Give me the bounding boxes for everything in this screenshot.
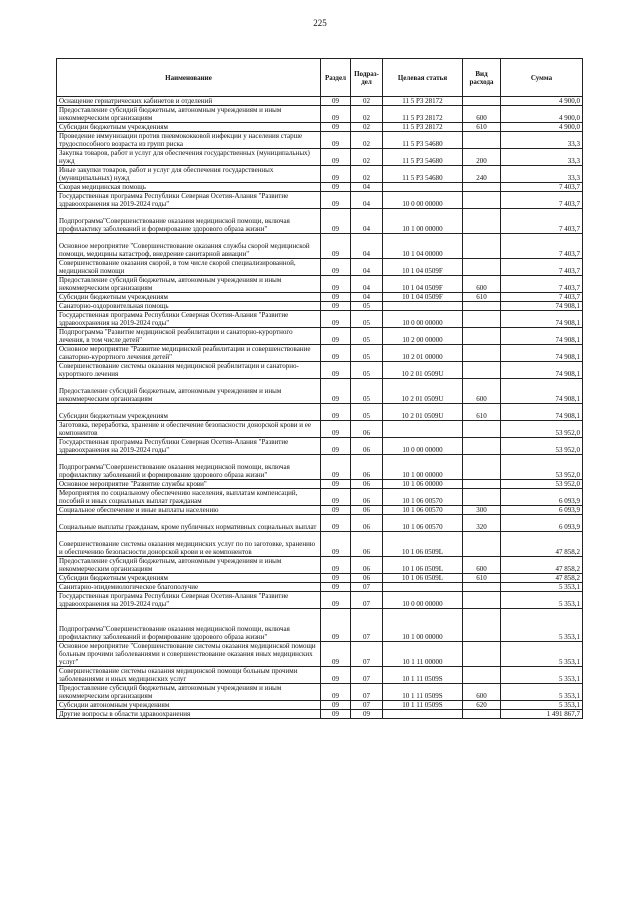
cell-sum: 5 353,1 <box>501 642 583 667</box>
cell-target-article <box>383 302 463 311</box>
table-row <box>57 515 583 532</box>
cell-expense-type: 600 <box>463 106 501 123</box>
header-target-article: Целевая статья <box>383 59 463 97</box>
cell-subsection: 07 <box>351 701 383 710</box>
cell-expense-type: 600 <box>463 276 501 293</box>
cell-subsection: 04 <box>351 276 383 293</box>
cell-subsection: 02 <box>351 106 383 123</box>
cell-name: Совершенствование системы оказания медицинской помощи больным прочими заболеваниями и иных медицинских услуг <box>57 667 321 684</box>
cell-section: 09 <box>321 515 351 532</box>
cell-section: 09 <box>321 455 351 480</box>
cell-target-article: 10 1 06 0509L <box>383 574 463 583</box>
cell-name: Подпрограмма"Совершенствование оказания медицинской помощи, включая профилактику заболеваний и формирование здорового образа жизни" <box>57 455 321 480</box>
table-row <box>57 455 583 480</box>
cell-sum: 6 093,9 <box>501 489 583 506</box>
cell-target-article: 10 2 01 0509U <box>383 379 463 404</box>
cell-name: Скорая медицинская помощь <box>57 183 321 192</box>
cell-expense-type <box>463 583 501 592</box>
cell-sum: 74 908,1 <box>501 404 583 421</box>
cell-subsection: 06 <box>351 532 383 557</box>
cell-expense-type <box>463 421 501 438</box>
cell-target-article <box>383 183 463 192</box>
cell-sum: 53 952,0 <box>501 421 583 438</box>
cell-sum: 74 908,1 <box>501 328 583 345</box>
cell-expense-type: 610 <box>463 574 501 583</box>
cell-subsection: 04 <box>351 209 383 234</box>
table-row <box>57 404 583 421</box>
cell-subsection: 04 <box>351 234 383 259</box>
cell-target-article: 11 5 Р3 54680 <box>383 149 463 166</box>
cell-subsection: 09 <box>351 710 383 719</box>
cell-subsection: 04 <box>351 259 383 276</box>
cell-section: 09 <box>321 379 351 404</box>
table-row <box>57 166 583 183</box>
cell-target-article: 10 1 11 0509S <box>383 667 463 684</box>
cell-target-article: 10 2 01 00000 <box>383 345 463 362</box>
cell-section: 09 <box>321 149 351 166</box>
cell-target-article: 10 1 04 0509F <box>383 293 463 302</box>
cell-target-article: 10 0 00 00000 <box>383 192 463 209</box>
cell-sum: 74 908,1 <box>501 362 583 379</box>
cell-sum: 1 491 867,7 <box>501 710 583 719</box>
table-row <box>57 379 583 404</box>
cell-subsection: 06 <box>351 489 383 506</box>
cell-section: 09 <box>321 362 351 379</box>
header-subsection: Подраз- дел <box>351 59 383 97</box>
cell-subsection: 06 <box>351 438 383 455</box>
cell-subsection: 04 <box>351 192 383 209</box>
cell-section: 09 <box>321 592 351 609</box>
cell-section: 09 <box>321 106 351 123</box>
cell-expense-type <box>463 183 501 192</box>
cell-name: Социальное обеспечение и иные выплаты населению <box>57 506 321 515</box>
cell-name: Государственная программа Республики Северная Осетия-Алания "Развитие здравоохранения на 2019-2024 годы" <box>57 592 321 609</box>
cell-subsection: 06 <box>351 574 383 583</box>
cell-target-article <box>383 421 463 438</box>
cell-name: Основное мероприятие "Совершенствование системы оказания медицинской помощи больным прочими заболеваниями и совершенствование оказания иных медицинских услуг" <box>57 642 321 667</box>
cell-expense-type <box>463 302 501 311</box>
cell-subsection: 06 <box>351 455 383 480</box>
cell-subsection: 06 <box>351 515 383 532</box>
cell-expense-type: 320 <box>463 515 501 532</box>
cell-target-article: 10 1 06 00000 <box>383 480 463 489</box>
cell-target-article: 11 5 Р3 54680 <box>383 132 463 149</box>
cell-name: Совершенствование системы оказания медицинских услуг по по заготовке, хранению и обеспечению безопасности донорской крови и ее компонентов <box>57 532 321 557</box>
cell-expense-type <box>463 438 501 455</box>
cell-subsection: 05 <box>351 404 383 421</box>
cell-sum: 47 858,2 <box>501 532 583 557</box>
table-row <box>57 532 583 557</box>
cell-section: 09 <box>321 345 351 362</box>
cell-name: Другие вопросы в области здравоохранения <box>57 710 321 719</box>
cell-sum: 4 900,0 <box>501 106 583 123</box>
budget-table <box>56 58 583 719</box>
cell-target-article: 10 2 00 00000 <box>383 328 463 345</box>
table-row <box>57 192 583 209</box>
cell-section: 09 <box>321 480 351 489</box>
cell-name: Подпрограмма"Совершенствование оказания медицинской помощи, включая профилактику заболеваний и формирование здорового образа жизни" <box>57 209 321 234</box>
cell-sum: 7 403,7 <box>501 276 583 293</box>
cell-name: Предоставление субсидий бюджетным, автономным учреждениям и иным некоммерческим организациям <box>57 379 321 404</box>
table-row <box>57 209 583 234</box>
cell-expense-type <box>463 328 501 345</box>
cell-name: Государственная программа Республики Северная Осетия-Алания "Развитие здравоохранения на 2019-2024 годы" <box>57 192 321 209</box>
cell-section: 09 <box>321 302 351 311</box>
table-row <box>57 276 583 293</box>
cell-target-article: 10 1 00 00000 <box>383 209 463 234</box>
cell-name: Совершенствование оказания скорой, в том числе скорой специализированной, медицинской помощи <box>57 259 321 276</box>
table-row <box>57 667 583 684</box>
cell-sum: 5 353,1 <box>501 592 583 609</box>
cell-target-article: 10 1 11 0509S <box>383 684 463 701</box>
cell-target-article: 10 1 11 00000 <box>383 642 463 667</box>
cell-sum: 33,3 <box>501 166 583 183</box>
cell-section: 09 <box>321 209 351 234</box>
cell-section: 09 <box>321 192 351 209</box>
cell-sum: 7 403,7 <box>501 293 583 302</box>
cell-subsection: 07 <box>351 642 383 667</box>
cell-subsection: 02 <box>351 123 383 132</box>
cell-section: 09 <box>321 642 351 667</box>
table-row <box>57 489 583 506</box>
cell-name: Подпрограмма "Развитие медицинской реабилитации и санаторно-курортного лечения, в том числе детей" <box>57 328 321 345</box>
cell-subsection: 02 <box>351 97 383 106</box>
cell-sum: 53 952,0 <box>501 455 583 480</box>
cell-sum: 6 093,9 <box>501 506 583 515</box>
cell-section: 09 <box>321 684 351 701</box>
cell-subsection: 07 <box>351 592 383 609</box>
cell-sum: 53 952,0 <box>501 480 583 489</box>
cell-section: 09 <box>321 293 351 302</box>
cell-target-article: 10 1 04 0509F <box>383 276 463 293</box>
page-number: 225 <box>313 18 327 28</box>
cell-section: 09 <box>321 701 351 710</box>
table-row <box>57 234 583 259</box>
cell-name: Предоставление субсидий бюджетным, автономным учреждениям и иным некоммерческим организациям <box>57 106 321 123</box>
table-row <box>57 328 583 345</box>
cell-name: Совершенствование системы оказания медицинской реабилитации и санаторно-курортного лечения <box>57 362 321 379</box>
cell-expense-type <box>463 532 501 557</box>
cell-target-article: 11 5 Р3 54680 <box>383 166 463 183</box>
cell-target-article: 10 1 06 00570 <box>383 515 463 532</box>
table-row <box>57 609 583 642</box>
cell-expense-type <box>463 362 501 379</box>
cell-expense-type: 620 <box>463 701 501 710</box>
table-row <box>57 302 583 311</box>
cell-expense-type: 200 <box>463 149 501 166</box>
cell-sum: 33,3 <box>501 149 583 166</box>
cell-section: 09 <box>321 710 351 719</box>
cell-target-article: 11 5 Р3 28172 <box>383 106 463 123</box>
cell-section: 09 <box>321 234 351 259</box>
cell-sum: 4 900,0 <box>501 123 583 132</box>
table-row <box>57 710 583 719</box>
table-row <box>57 183 583 192</box>
cell-expense-type: 610 <box>463 293 501 302</box>
cell-subsection: 05 <box>351 311 383 328</box>
cell-target-article: 10 1 11 0509S <box>383 701 463 710</box>
cell-sum: 7 403,7 <box>501 183 583 192</box>
cell-sum: 5 353,1 <box>501 667 583 684</box>
table-row <box>57 293 583 302</box>
cell-section: 09 <box>321 311 351 328</box>
cell-section: 09 <box>321 328 351 345</box>
header-name: Наименование <box>57 59 321 97</box>
table-row <box>57 684 583 701</box>
cell-name: Субсидии бюджетным учреждениям <box>57 123 321 132</box>
cell-expense-type: 600 <box>463 557 501 574</box>
cell-expense-type <box>463 592 501 609</box>
cell-target-article: 10 1 00 00000 <box>383 455 463 480</box>
cell-sum: 7 403,7 <box>501 259 583 276</box>
cell-target-article: 10 0 00 00000 <box>383 592 463 609</box>
cell-expense-type <box>463 609 501 642</box>
cell-expense-type: 610 <box>463 123 501 132</box>
cell-section: 09 <box>321 259 351 276</box>
cell-target-article: 10 2 01 0509U <box>383 362 463 379</box>
cell-subsection: 06 <box>351 480 383 489</box>
cell-target-article: 10 1 06 00570 <box>383 489 463 506</box>
cell-expense-type <box>463 97 501 106</box>
table-row <box>57 642 583 667</box>
table-row <box>57 506 583 515</box>
cell-expense-type: 240 <box>463 166 501 183</box>
cell-expense-type <box>463 192 501 209</box>
cell-subsection: 04 <box>351 293 383 302</box>
table-row <box>57 574 583 583</box>
cell-name: Субсидии бюджетным учреждениям <box>57 404 321 421</box>
cell-name: Предоставление субсидий бюджетным, автономным учреждениям и иным некоммерческим организациям <box>57 276 321 293</box>
cell-name: Субсидии бюджетным учреждениям <box>57 574 321 583</box>
cell-target-article: 10 1 04 00000 <box>383 234 463 259</box>
table-header-row <box>57 59 583 97</box>
table-row <box>57 480 583 489</box>
cell-sum: 5 353,1 <box>501 684 583 701</box>
cell-sum: 7 403,7 <box>501 192 583 209</box>
table-row <box>57 583 583 592</box>
cell-expense-type <box>463 642 501 667</box>
cell-subsection: 07 <box>351 667 383 684</box>
table-row <box>57 97 583 106</box>
cell-sum: 74 908,1 <box>501 379 583 404</box>
cell-section: 09 <box>321 97 351 106</box>
cell-name: Государственная программа Республики Северная Осетия-Алания "Развитие здравоохранения на 2019-2024 годы" <box>57 438 321 455</box>
table-row <box>57 259 583 276</box>
cell-sum: 47 858,2 <box>501 574 583 583</box>
cell-sum: 7 403,7 <box>501 209 583 234</box>
cell-section: 09 <box>321 438 351 455</box>
cell-expense-type: 300 <box>463 506 501 515</box>
cell-subsection: 05 <box>351 362 383 379</box>
cell-section: 09 <box>321 557 351 574</box>
cell-name: Проведение иммунизации против пневмококковой инфекции у населения старше трудоспособного возраста из групп риска <box>57 132 321 149</box>
cell-sum: 5 353,1 <box>501 609 583 642</box>
cell-section: 09 <box>321 166 351 183</box>
cell-name: Основное мероприятие "Развитие медицинской реабилитации и совершенствование санаторно-курортного лечения детей" <box>57 345 321 362</box>
cell-expense-type: 600 <box>463 379 501 404</box>
cell-target-article: 11 5 Р3 28172 <box>383 97 463 106</box>
cell-target-article <box>383 710 463 719</box>
cell-subsection: 05 <box>351 379 383 404</box>
cell-section: 09 <box>321 532 351 557</box>
cell-subsection: 02 <box>351 149 383 166</box>
table-row <box>57 362 583 379</box>
cell-section: 09 <box>321 574 351 583</box>
cell-target-article: 10 1 06 0509L <box>383 557 463 574</box>
cell-expense-type <box>463 489 501 506</box>
cell-sum: 33,3 <box>501 132 583 149</box>
cell-sum: 6 093,9 <box>501 515 583 532</box>
cell-section: 09 <box>321 506 351 515</box>
cell-section: 09 <box>321 667 351 684</box>
cell-sum: 74 908,1 <box>501 302 583 311</box>
cell-expense-type <box>463 311 501 328</box>
cell-target-article <box>383 583 463 592</box>
cell-expense-type: 610 <box>463 404 501 421</box>
cell-subsection: 06 <box>351 421 383 438</box>
cell-name: Мероприятия по социальному обеспечению населения, выплатам компенсаций, пособий и иных социальных выплат гражданам <box>57 489 321 506</box>
cell-sum: 74 908,1 <box>501 311 583 328</box>
cell-expense-type <box>463 455 501 480</box>
cell-name: Оснащение гериатрических кабинетов и отделений <box>57 97 321 106</box>
cell-expense-type <box>463 209 501 234</box>
table-row <box>57 123 583 132</box>
table-row <box>57 592 583 609</box>
cell-section: 09 <box>321 489 351 506</box>
table-row <box>57 701 583 710</box>
header-sum: Сумма <box>501 59 583 97</box>
cell-target-article: 10 1 00 00000 <box>383 609 463 642</box>
table-row <box>57 557 583 574</box>
cell-section: 09 <box>321 421 351 438</box>
cell-expense-type <box>463 480 501 489</box>
cell-sum: 47 858,2 <box>501 557 583 574</box>
cell-subsection: 04 <box>351 183 383 192</box>
cell-expense-type <box>463 132 501 149</box>
table-body <box>57 97 583 719</box>
cell-subsection: 07 <box>351 583 383 592</box>
cell-name: Основное мероприятие "Развитие службы крови" <box>57 480 321 489</box>
table-row <box>57 106 583 123</box>
cell-sum: 5 353,1 <box>501 701 583 710</box>
cell-name: Закупка товаров, работ и услуг для обеспечения государственных (муниципальных) нужд <box>57 149 321 166</box>
cell-expense-type <box>463 234 501 259</box>
cell-section: 09 <box>321 132 351 149</box>
cell-target-article: 10 1 06 00570 <box>383 506 463 515</box>
cell-subsection: 05 <box>351 345 383 362</box>
cell-subsection: 05 <box>351 302 383 311</box>
table-row <box>57 345 583 362</box>
cell-sum: 7 403,7 <box>501 234 583 259</box>
cell-subsection: 05 <box>351 328 383 345</box>
cell-section: 09 <box>321 583 351 592</box>
cell-sum: 74 908,1 <box>501 345 583 362</box>
cell-subsection: 07 <box>351 609 383 642</box>
cell-name: Социальные выплаты гражданам, кроме публичных нормативных социальных выплат <box>57 515 321 532</box>
cell-name: Государственная программа Республики Северная Осетия-Алания "Развитие здравоохранения на 2019-2024 годы" <box>57 311 321 328</box>
cell-section: 09 <box>321 609 351 642</box>
cell-section: 09 <box>321 123 351 132</box>
cell-subsection: 07 <box>351 684 383 701</box>
cell-target-article: 10 2 01 0509U <box>383 404 463 421</box>
cell-subsection: 02 <box>351 166 383 183</box>
cell-target-article: 10 0 00 00000 <box>383 438 463 455</box>
cell-section: 09 <box>321 276 351 293</box>
cell-expense-type <box>463 710 501 719</box>
cell-expense-type: 600 <box>463 684 501 701</box>
cell-section: 09 <box>321 183 351 192</box>
cell-sum: 5 353,1 <box>501 583 583 592</box>
cell-expense-type <box>463 259 501 276</box>
cell-target-article: 10 1 06 0509L <box>383 532 463 557</box>
header-section: Раздел <box>321 59 351 97</box>
cell-name: Заготовка, переработка, хранение и обеспечение безопасности донорской крови и ее компонентов <box>57 421 321 438</box>
cell-subsection: 06 <box>351 506 383 515</box>
cell-target-article: 10 1 04 0509F <box>383 259 463 276</box>
cell-name: Подпрограмма"Совершенствование оказания медицинской помощи, включая профилактику заболеваний и формирование здорового образа жизни" <box>57 609 321 642</box>
table-row <box>57 149 583 166</box>
cell-expense-type <box>463 667 501 684</box>
cell-subsection: 02 <box>351 132 383 149</box>
cell-name: Предоставление субсидий бюджетным, автономным учреждениям и иным некоммерческим организациям <box>57 557 321 574</box>
table-row <box>57 311 583 328</box>
cell-name: Основное мероприятие "Совершенствование оказания службы скорой медицинской помощи, медицины катастроф, внедрение санитарной авиации" <box>57 234 321 259</box>
cell-sum: 4 900,0 <box>501 97 583 106</box>
cell-section: 09 <box>321 404 351 421</box>
cell-target-article: 11 5 Р3 28172 <box>383 123 463 132</box>
table-row <box>57 132 583 149</box>
cell-name: Предоставление субсидий бюджетным, автономным учреждениям и иным некоммерческим организациям <box>57 684 321 701</box>
header-expense-type: Вид расхода <box>463 59 501 97</box>
cell-name: Санаторно-оздоровительная помощь <box>57 302 321 311</box>
cell-expense-type <box>463 345 501 362</box>
table-row <box>57 421 583 438</box>
cell-name: Санитарно-эпидемиологическое благополучие <box>57 583 321 592</box>
cell-sum: 53 952,0 <box>501 438 583 455</box>
table-row <box>57 438 583 455</box>
cell-target-article: 10 0 00 00000 <box>383 311 463 328</box>
cell-name: Субсидии бюджетным учреждениям <box>57 293 321 302</box>
cell-name: Субсидии автономным учреждениям <box>57 701 321 710</box>
cell-name: Иные закупки товаров, работ и услуг для обеспечения государственных (муниципальных) нужд <box>57 166 321 183</box>
cell-subsection: 06 <box>351 557 383 574</box>
